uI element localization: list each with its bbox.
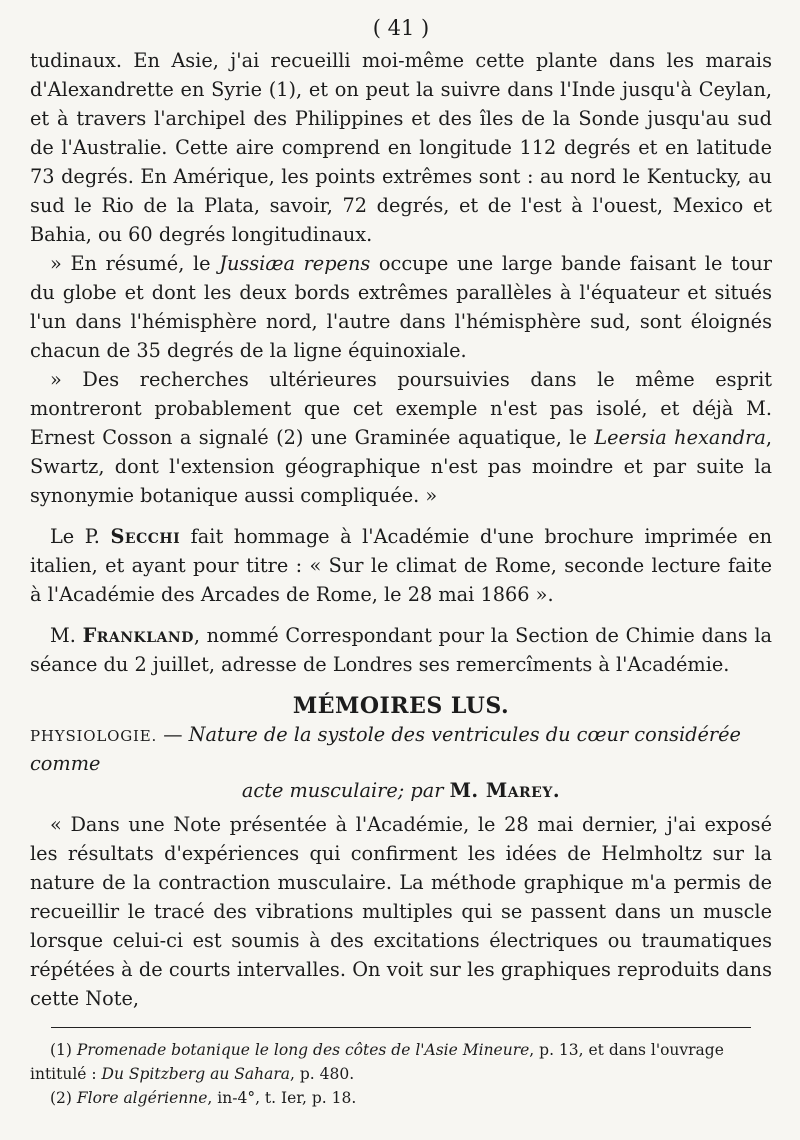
author-secchi: Secchi: [110, 525, 181, 548]
species-name-leersia: Leersia hexandra: [594, 426, 766, 449]
paragraph-2: [30, 249, 772, 365]
footnote-1: [30, 1038, 772, 1086]
paragraph-1: [30, 46, 772, 249]
paragraph-4: [30, 522, 772, 609]
paragraph-4-lead: Le P.: [50, 525, 111, 548]
footnote-divider: [51, 1027, 751, 1028]
paragraph-4-rest: fait hommage à l'Académie d'une brochure imprimée en italien, et ayant pour titre : « Sur le climat de Rome, seconde lecture faite à l'Académie des Arcades de Rome, le 28 mai 1866 ».: [30, 525, 772, 606]
physiology-title-cont: acte musculaire; par: [241, 779, 450, 802]
physiology-dash: —: [157, 723, 189, 746]
footnote-2-number: (2): [50, 1089, 77, 1107]
footnote-1-title2: Du Spitzberg au Sahara: [101, 1065, 291, 1083]
paragraph-2-lead: » En résumé, le: [50, 252, 220, 275]
page-number: ( 41 ): [372, 16, 430, 40]
footnote-1-title: Promenade botanique le long des côtes de l'Asie Mineure: [76, 1041, 530, 1059]
paragraph-5-lead: M.: [50, 624, 83, 647]
footnote-2: [30, 1086, 772, 1110]
paragraph-3: [30, 365, 772, 510]
physiology-title: Nature de la systole des ventricules du cœur considérée comme: [30, 723, 741, 775]
footnote-2-title: Flore algérienne: [76, 1089, 208, 1107]
paragraph-3-rest: , Swartz, dont l'extension géographique n'est pas moindre et par suite la synonymie botanique aussi compliquée. »: [30, 426, 772, 507]
footnote-1-end: , p. 480.: [290, 1065, 355, 1083]
footnote-2-end: , in-4°, t. Ier, p. 18.: [207, 1089, 357, 1107]
species-name-jussiaea: Jussiæa repens: [219, 252, 371, 275]
paragraph-6: [30, 810, 772, 1013]
page: [30, 16, 772, 1110]
physiology-heading: [30, 721, 772, 804]
section-title: MÉMOIRES LUS.: [292, 693, 510, 719]
paragraph-1-text: tudinaux. En Asie, j'ai recueilli moi-même cette plante dans les marais d'Alexandrette en Syrie (1), et on peut la suivre dans l'Inde jusqu'à Ceylan, et à travers l'archipel des Philippines et des îles de la Sonde jusqu'au sud de l'Australie. Cette aire comprend en longitude 112 degrés et en latitude 73 degrés. En Amérique, les points extrêmes sont : au nord le Kentucky, au sud le Rio de la Plata, savoir, 72 degrés, et de l'est à l'ouest, Mexico et Bahia, ou 60 degrés longitudinaux.: [30, 49, 772, 246]
author-frankland: Frankland: [82, 624, 194, 647]
paragraph-2-rest: occupe une large bande faisant le tour du globe et dont les deux bords extrêmes parallèles à l'équateur et situés l'un dans l'hémisphère nord, l'autre dans l'hémisphère sud, sont éloignés chacun de 35 degrés de la ligne équinoxiale.: [30, 252, 772, 362]
paragraph-5: [30, 621, 772, 679]
paragraph-3-lead: » Des recherches ultérieures poursuivies dans le même esprit montreront probablement que cet exemple n'est pas isolé, et déjà M. Ernest Cosson a signalé (2) une Graminée aquatique, le: [30, 368, 772, 449]
physiology-label: PHYSIOLOGIE.: [30, 727, 158, 745]
paragraph-6-text: « Dans une Note présentée à l'Académie, le 28 mai dernier, j'ai exposé les résultats d'expériences qui confirment les idées de Helmholtz sur la nature de la contraction musculaire. La méthode graphique m'a permis de recueillir le tracé des vibrations multiples qui se passent dans un muscle lorsque celui-ci est soumis à des excitations électriques ou traumatiques répétées à de courts intervalles. On voit sur les graphiques reproduits dans cette Note,: [30, 813, 772, 1010]
physiology-title-line2: [30, 777, 772, 804]
footnote-1-mid: , p. 13, et dans l'ouvrage intitulé :: [30, 1041, 724, 1083]
footnote-1-number: (1): [50, 1041, 77, 1059]
author-marey: M. Marey.: [449, 779, 561, 802]
paragraph-5-rest: , nommé Correspondant pour la Section de Chimie dans la séance du 2 juillet, adresse de Londres ses remercîments à l'Académie.: [30, 624, 772, 676]
